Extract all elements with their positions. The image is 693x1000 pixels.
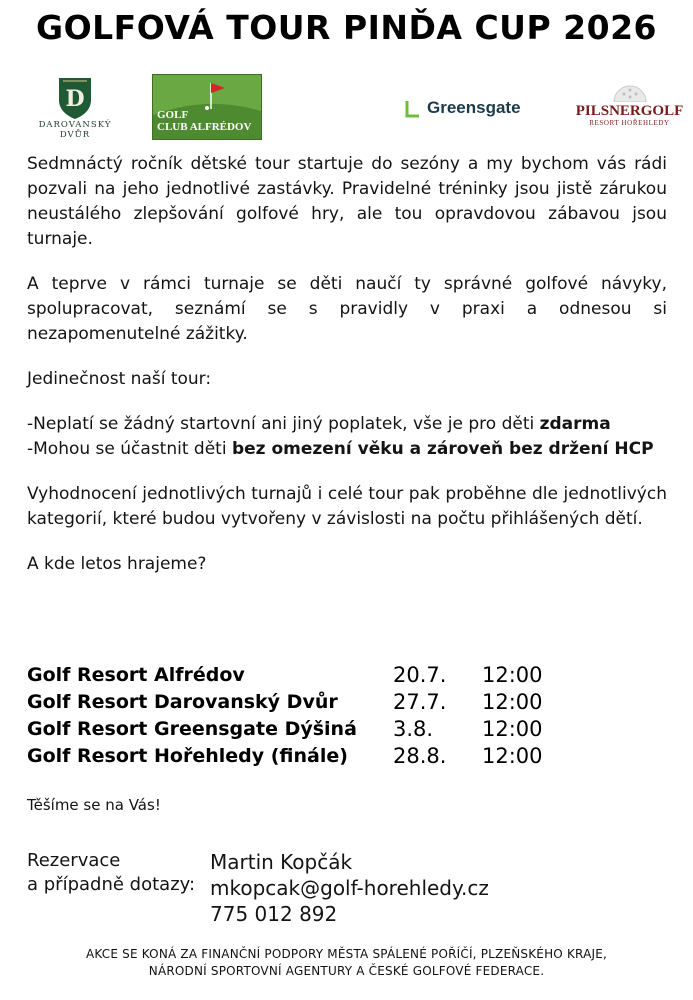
greensgate-text: Greensgate [427, 98, 521, 117]
venue-schedule [27, 662, 667, 770]
golf-club-alfredov-logo [152, 74, 262, 140]
intro-paragraph-4: Vyhodnocení jednotlivých turnajů i celé tour pak proběhne dle jednotlivých kategorií, které budou vytvořeny v závislosti na počtu přihlášených dětí. [27, 484, 667, 529]
greensgate-mark-icon [405, 100, 421, 118]
bullet-free [27, 412, 667, 437]
contact-name: Martin Kopčák [210, 850, 353, 874]
bullet-free-bold: zdarma [539, 414, 611, 434]
footer-line-2: NÁRODNÍ SPORTOVNÍ AGENTURY A ČESKÉ GOLFOVÉ FEDERACE. [148, 964, 545, 978]
bullet-age-bold: bez omezení věku a zároveň bez držení HCP [231, 439, 654, 459]
svg-text:D: D [65, 86, 85, 112]
contact-email: mkopcak@golf-horehledy.cz [210, 876, 489, 900]
venue-time: 12:00 [482, 663, 543, 687]
contact-block [27, 850, 667, 930]
venue-time: 12:00 [482, 744, 543, 768]
intro-paragraph-3: Jedinečnost naší tour: [27, 369, 212, 389]
bullet-age [27, 437, 667, 462]
darovansky-line2: DVŮR [59, 130, 91, 140]
bullet-free-text: -Neplatí se žádný startovní ani jiný poplatek, vše je pro děti [27, 414, 540, 434]
venue-row [27, 743, 667, 770]
venue-date: 20.7. [393, 663, 447, 687]
intro-paragraph-5: A kde letos hrajeme? [27, 554, 207, 574]
venue-date: 28.8. [393, 744, 447, 768]
page-title: GOLFOVÁ TOUR PINĎA CUP 2026 [35, 8, 657, 47]
venue-row [27, 716, 667, 743]
bullet-age-text: -Mohou se účastnit děti [27, 439, 232, 459]
venue-name: Golf Resort Hořehledy (finále) [27, 745, 348, 767]
venue-name: Golf Resort Darovanský Dvůr [27, 691, 338, 713]
venue-name: Golf Resort Alfrédov [27, 664, 245, 686]
venue-name: Golf Resort Greensgate Dýšiná [27, 718, 357, 740]
pilsner-subtext: RESORT HOŘEHLEDY [589, 119, 670, 127]
footer-line-1: AKCE SE KONÁ ZA FINANČNÍ PODPORY MĚSTA SPÁLENÉ POŘÍČÍ, PLZEŇSKÉHO KRAJE, [85, 947, 608, 961]
golf-ball-icon [612, 82, 648, 102]
contact-label-1: Rezervace [27, 850, 121, 871]
alfredov-line1: GOLF [157, 109, 189, 121]
darovansky-dvur-logo [34, 76, 116, 140]
venue-row [27, 689, 667, 716]
contact-phone: 775 012 892 [210, 902, 338, 926]
venue-time: 12:00 [482, 717, 543, 741]
venue-time: 12:00 [482, 690, 543, 714]
pilsner-golf-logo [572, 82, 687, 127]
venue-row [27, 662, 667, 689]
pilsner-text: PILSNERGOLF [575, 103, 684, 119]
greeting: Těšíme se na Vás! [27, 796, 161, 814]
contact-label-2: a případně dotazy: [27, 874, 196, 895]
venue-date: 3.8. [393, 717, 434, 741]
intro-text [27, 152, 667, 577]
intro-paragraph-2: A teprve v rámci turnaje se děti naučí ty správné golfové návyky, spolupracovat, seznámí se s pravidly v praxi a odnesou si nezapomenutelné zážitky. [27, 274, 667, 344]
sponsor-logos [0, 70, 693, 145]
darovansky-shield-icon [55, 76, 95, 120]
venue-date: 27.7. [393, 690, 447, 714]
darovansky-line1: DAROVANSKÝ [38, 120, 112, 130]
footer-note [0, 946, 693, 980]
intro-paragraph-1: Sedmnáctý ročník dětské tour startuje do sezóny a my bychom vás rádi pozvali na jeho jednotlivé zastávky. Pravidelné tréninky jsou jistě zárukou neustálého zlepšování golfové hry, ale tou opravdovou zábavou jsou turnaje. [27, 154, 667, 249]
alfredov-line2: CLUB ALFRÉDOV [157, 121, 252, 133]
